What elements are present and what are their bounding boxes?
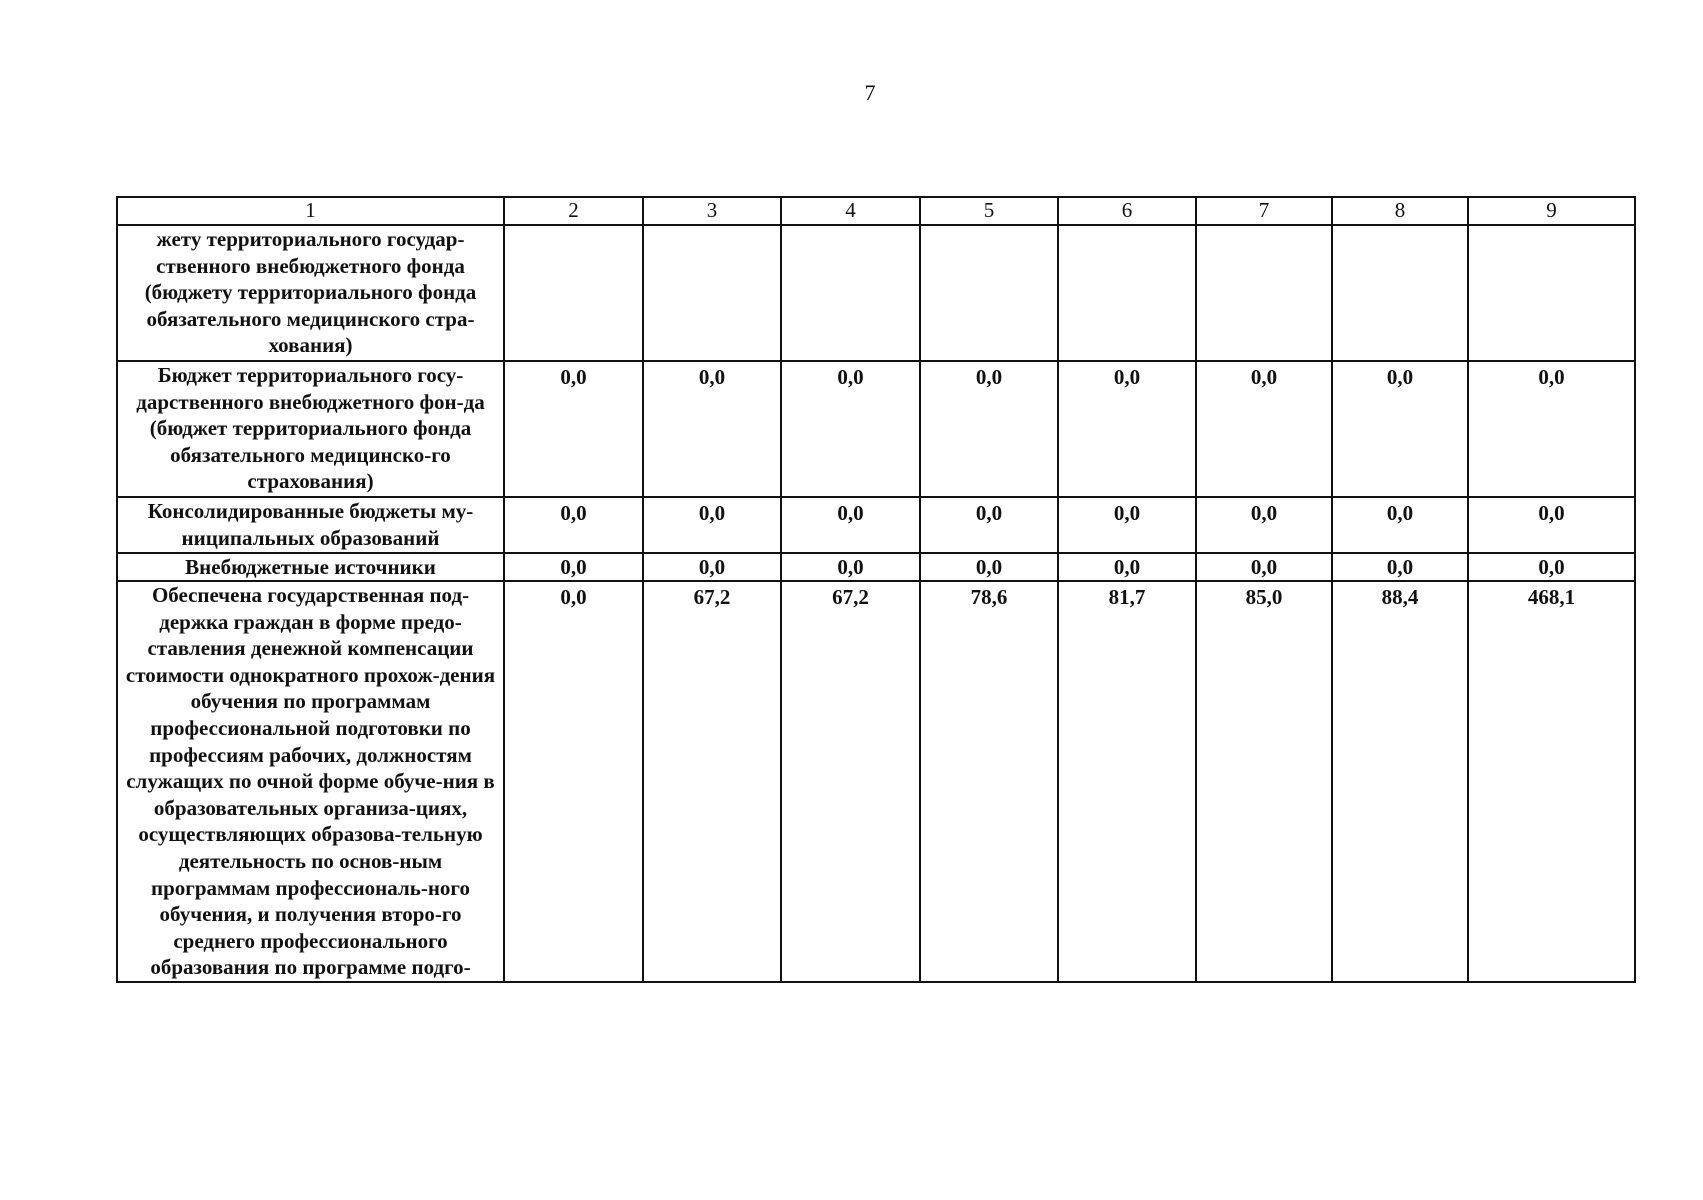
row-label: Внебюджетные источники (117, 553, 504, 581)
row-label: жету территориального государ-ственного внебюджетного фонда (бюджету территориального фонда обязательного медицинского стра-хования) (117, 225, 504, 361)
value-cell: 0,0 (1196, 361, 1332, 497)
row-label: Консолидированные бюджеты му-ниципальных образований (117, 497, 504, 553)
column-number: 7 (1196, 197, 1332, 225)
column-number: 1 (117, 197, 504, 225)
value-cell: 0,0 (1196, 497, 1332, 553)
column-number-row (117, 197, 1635, 225)
value-cell (1468, 225, 1635, 361)
value-cell: 0,0 (920, 497, 1058, 553)
value-cell (643, 225, 781, 361)
column-number: 2 (504, 197, 643, 225)
value-cell: 0,0 (1332, 497, 1468, 553)
value-cell: 81,7 (1058, 581, 1196, 982)
value-cell: 0,0 (1058, 553, 1196, 581)
value-cell (1332, 225, 1468, 361)
value-cell: 88,4 (1332, 581, 1468, 982)
table-row (117, 361, 1635, 497)
table-row (117, 581, 1635, 982)
value-cell: 67,2 (643, 581, 781, 982)
value-cell (504, 225, 643, 361)
value-cell: 0,0 (504, 497, 643, 553)
value-cell: 0,0 (504, 581, 643, 982)
column-number: 8 (1332, 197, 1468, 225)
value-cell: 0,0 (920, 553, 1058, 581)
column-number: 6 (1058, 197, 1196, 225)
table-row (117, 553, 1635, 581)
value-cell: 0,0 (1196, 553, 1332, 581)
column-number: 5 (920, 197, 1058, 225)
data-table (116, 196, 1636, 983)
value-cell (1058, 225, 1196, 361)
value-cell: 0,0 (504, 361, 643, 497)
value-cell: 0,0 (1058, 497, 1196, 553)
row-label: Обеспечена государственная под-держка граждан в форме предо-ставления денежной компенсации стоимости однократного прохож-дения обучения по программам профессиональной подготовки по профессиям рабочих, должностям служащих по очной форме обуче-ния в образовательных организа-циях, осуществляющих образова-тельную деятельность по основ-ным программам профессиональ-ного обучения, и получения второ-го среднего профессионального образования по программе подго- (117, 581, 504, 982)
value-cell: 0,0 (1468, 553, 1635, 581)
table-row (117, 497, 1635, 553)
value-cell: 0,0 (643, 497, 781, 553)
value-cell: 0,0 (781, 497, 920, 553)
value-cell (920, 225, 1058, 361)
value-cell (1196, 225, 1332, 361)
row-label: Бюджет территориального госу-дарственного внебюджетного фон-да (бюджет территориального фонда обязательного медицинско-го страхования) (117, 361, 504, 497)
value-cell: 0,0 (920, 361, 1058, 497)
table-row (117, 225, 1635, 361)
page-number: 7 (864, 80, 876, 105)
value-cell: 78,6 (920, 581, 1058, 982)
value-cell: 0,0 (1468, 497, 1635, 553)
value-cell: 0,0 (1332, 361, 1468, 497)
value-cell: 0,0 (643, 553, 781, 581)
column-number: 9 (1468, 197, 1635, 225)
value-cell: 468,1 (1468, 581, 1635, 982)
value-cell: 0,0 (504, 553, 643, 581)
value-cell: 0,0 (781, 553, 920, 581)
column-number: 4 (781, 197, 920, 225)
value-cell (781, 225, 920, 361)
value-cell: 0,0 (643, 361, 781, 497)
value-cell: 0,0 (1332, 553, 1468, 581)
column-number: 3 (643, 197, 781, 225)
value-cell: 0,0 (781, 361, 920, 497)
value-cell: 85,0 (1196, 581, 1332, 982)
value-cell: 67,2 (781, 581, 920, 982)
value-cell: 0,0 (1058, 361, 1196, 497)
value-cell: 0,0 (1468, 361, 1635, 497)
